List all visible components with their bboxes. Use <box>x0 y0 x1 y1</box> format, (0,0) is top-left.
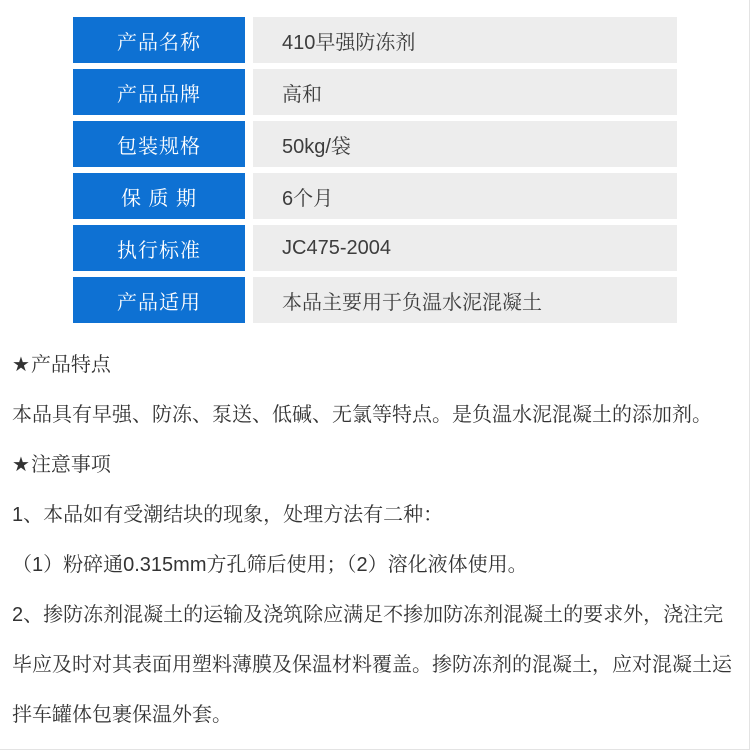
spec-label-product-name: 产品名称 <box>73 17 245 63</box>
spec-value-packaging: 50kg/袋 <box>253 121 677 167</box>
spec-value-application: 本品主要用于负温水泥混凝土 <box>253 277 677 323</box>
notes-heading <box>12 440 739 490</box>
table-row <box>73 277 677 323</box>
note-2-paragraph: 2、掺防冻剂混凝土的运输及浇筑除应满足不掺加防冻剂混凝土的要求外，浇注完毕应及时对其表面用塑料薄膜及保温材料覆盖。掺防冻剂的混凝土，应对混凝土运拌车罐体包裹保温外套。 <box>12 604 732 726</box>
product-description <box>0 340 749 740</box>
spec-label-application: 产品适用 <box>73 277 245 323</box>
features-paragraph: 本品具有早强、防冻、泵送、低碱、无氯等特点。是负温水泥混凝土的添加剂。 <box>12 404 712 426</box>
table-row <box>73 17 677 63</box>
table-row <box>73 225 677 271</box>
notes-heading-label: 注意事项 <box>30 454 111 476</box>
features-heading <box>12 340 739 390</box>
star-icon: ★ <box>12 454 30 476</box>
spec-label-brand: 产品品牌 <box>73 69 245 115</box>
spec-value-brand: 高和 <box>253 69 677 115</box>
product-spec-table <box>73 17 677 323</box>
spec-value-shelf-life: 6个月 <box>253 173 677 219</box>
spec-value-standard: JC475-2004 <box>253 225 677 271</box>
spec-label-packaging: 包装规格 <box>73 121 245 167</box>
features-heading-label: 产品特点 <box>30 354 111 376</box>
table-row <box>73 173 677 219</box>
spec-label-standard: 执行标准 <box>73 225 245 271</box>
star-icon: ★ <box>12 354 30 376</box>
spec-value-product-name: 410早强防冻剂 <box>253 17 677 63</box>
spec-label-shelf-life: 保 质 期 <box>73 173 245 219</box>
note-1-paragraph: 1、本品如有受潮结块的现象，处理方法有二种： <box>12 504 444 526</box>
note-1-methods-paragraph: （1）粉碎通0.315mm方孔筛后使用；（2）溶化液体使用。 <box>12 554 528 576</box>
table-row <box>73 69 677 115</box>
table-row <box>73 121 677 167</box>
